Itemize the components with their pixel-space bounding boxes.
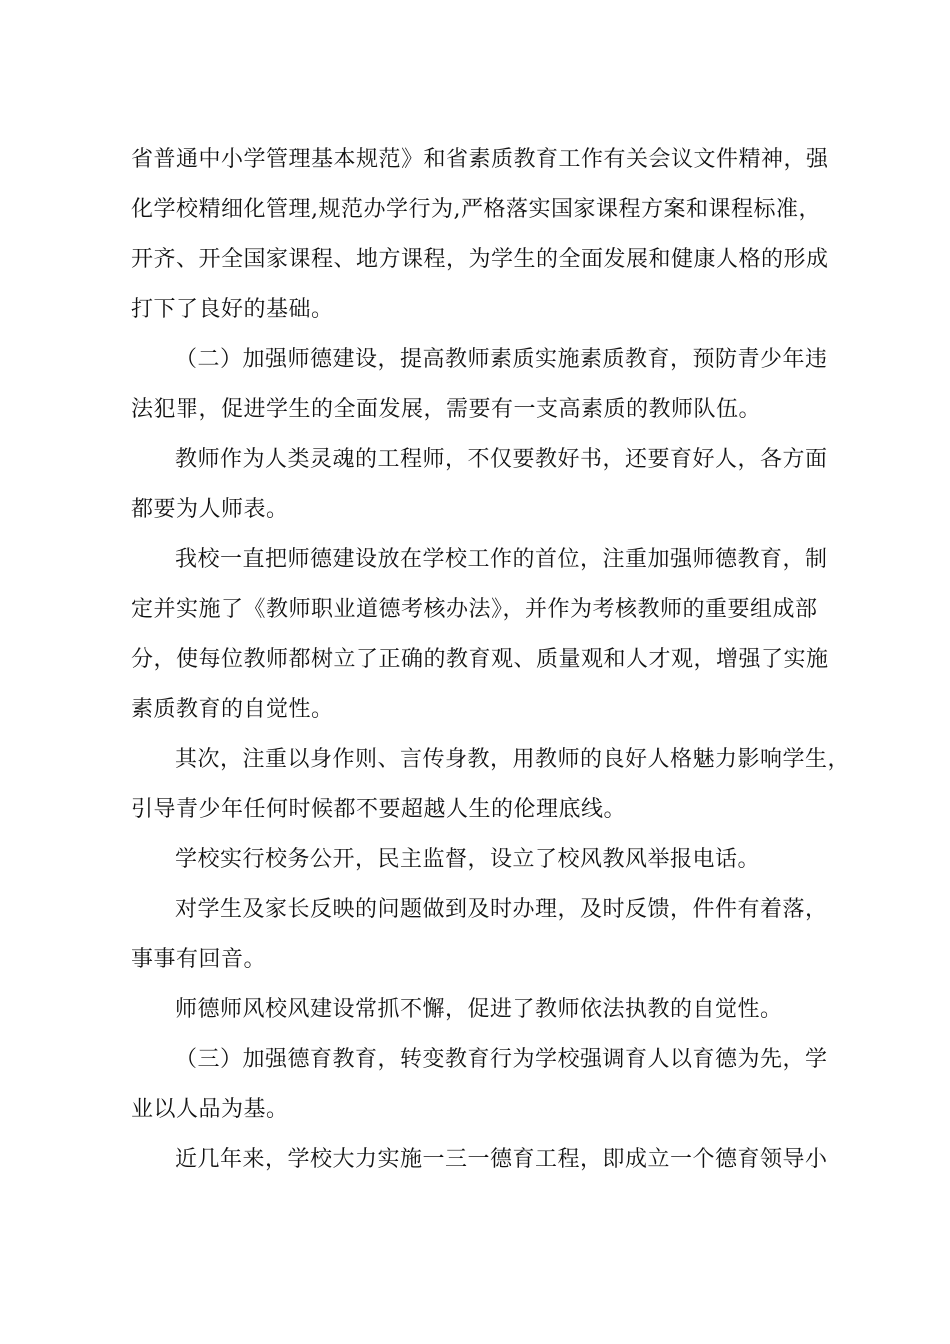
text-line: 引导青少年任何时候都不要超越人生的伦理底线。 [131,797,627,822]
text-line: 我校一直把师德建设放在学校工作的首位，注重加强师德教育，制 [175,547,828,572]
text-line: 分，使每位教师都树立了正确的教育观、质量观和人才观，增强了实施 [131,647,829,672]
text-line: 对学生及家长反映的问题做到及时办理，及时反馈，件件有着落， [175,897,828,922]
text-line: 法犯罪，促进学生的全面发展，需要有一支高素质的教师队伍。 [131,397,762,422]
text-line: 事事有回音。 [131,947,267,972]
text-line: 近几年来，学校大力实施一三一德育工程，即成立一个德育领导小 [175,1147,828,1172]
text-line: （二）加强师德建设，提高教师素质实施素质教育，预防青少年违 [175,347,828,372]
text-line: 化学校精细化管理,规范办学行为,严格落实国家课程方案和课程标准， [131,197,821,222]
text-line: 开齐、开全国家课程、地方课程，为学生的全面发展和健康人格的形成 [131,247,829,272]
text-line: 教师作为人类灵魂的工程师，不仅要教好书，还要育好人，各方面 [175,447,828,472]
text-line: 打下了良好的基础。 [131,297,334,322]
text-line: 都要为人师表。 [131,497,289,522]
text-line: 学校实行校务公开，民主监督，设立了校风教风举报电话。 [175,847,761,872]
text-line: 省普通中小学管理基本规范》和省素质教育工作有关会议文件精神，强 [131,147,829,172]
text-line: 业以人品为基。 [131,1097,289,1122]
text-line: 素质教育的自觉性。 [131,697,334,722]
text-line: （三）加强德育教育，转变教育行为学校强调育人以育德为先，学 [175,1047,828,1072]
text-line: 定并实施了《教师职业道德考核办法》，并作为考核教师的重要组成部 [131,597,818,622]
text-line: 师德师风校风建设常抓不懈，促进了教师依法执教的自觉性。 [175,997,783,1022]
text-line: 其次，注重以身作则、言传身教，用教师的良好人格魅力影响学生， [175,747,851,772]
